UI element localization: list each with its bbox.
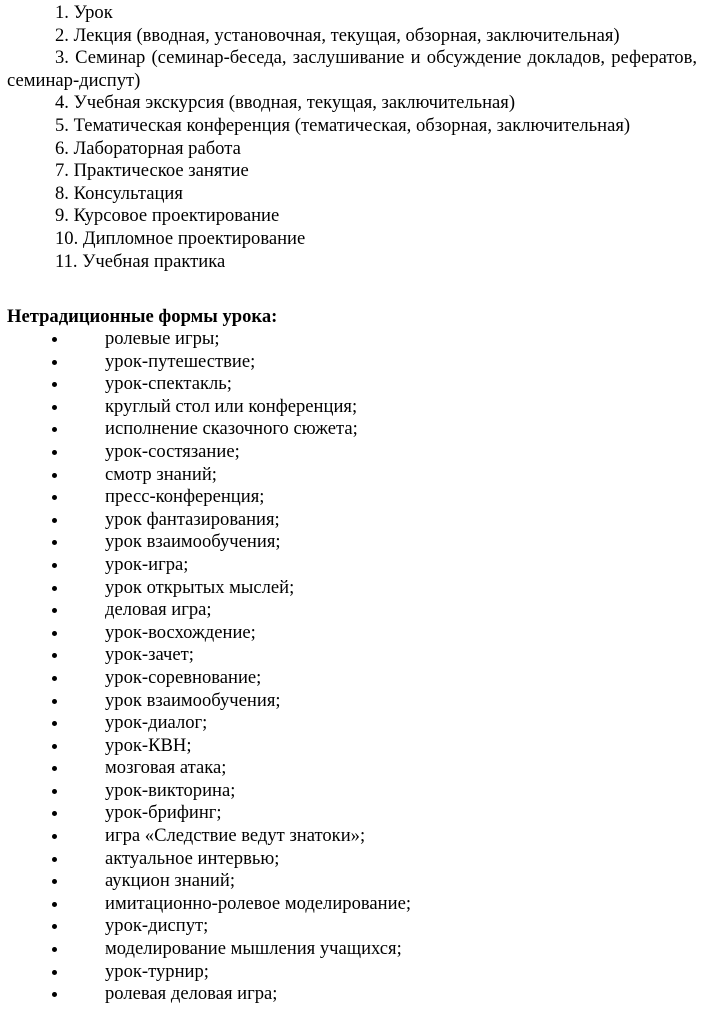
list-item: [0, 599, 704, 622]
list-item: [0, 644, 704, 667]
list-item-text: моделирование мышления учащихся;: [105, 938, 402, 960]
list-item-text: ролевая деловая игра;: [105, 983, 278, 1005]
list-item-text: пресс-конференция;: [105, 486, 265, 508]
bullet-icon: [52, 427, 57, 432]
list-item: [0, 870, 704, 893]
list-item-text: урок-состязание;: [105, 440, 240, 462]
list-item-text: урок взаимообучения;: [105, 531, 281, 553]
list-item: [0, 328, 704, 351]
bullet-icon: [52, 744, 57, 749]
list-item: [0, 938, 704, 961]
bullet-icon: [52, 337, 57, 342]
bullet-icon: [52, 879, 57, 884]
list-item: [0, 825, 704, 848]
list-item-text: урок-диалог;: [105, 712, 208, 734]
list-item: [0, 757, 704, 780]
list-item: [0, 509, 704, 532]
list-item: [0, 983, 704, 1006]
bullet-icon: [52, 473, 57, 478]
list-item-text: актуальное интервью;: [105, 847, 280, 869]
list-item-text: урок-соревнование;: [105, 666, 262, 688]
list-item: 8. Консультация: [55, 182, 183, 204]
list-item: [0, 373, 704, 396]
list-item: [0, 802, 704, 825]
bullet-icon: [52, 902, 57, 907]
bullet-icon: [52, 811, 57, 816]
bullet-icon: [52, 970, 57, 975]
list-item: [0, 712, 704, 735]
list-item-text: урок-викторина;: [105, 779, 236, 801]
list-item: [0, 486, 704, 509]
bullet-icon: [52, 631, 57, 636]
list-item: 11. Учебная практика: [55, 250, 226, 272]
bullet-icon: [52, 360, 57, 365]
list-item-text: ролевые игры;: [105, 328, 220, 349]
list-item-text: урок-путешествие;: [105, 350, 256, 372]
list-item: [0, 396, 704, 419]
list-item: 9. Курсовое проектирование: [55, 205, 280, 227]
list-item-text: урок-зачет;: [105, 644, 194, 666]
list-item: [0, 577, 704, 600]
list-item-text: исполнение сказочного сюжета;: [105, 418, 358, 440]
list-item-text: деловая игра;: [105, 599, 212, 621]
list-item-text: урок-игра;: [105, 553, 189, 575]
bullet-icon: [52, 721, 57, 726]
list-item-text: урок-диспут;: [105, 915, 209, 937]
bullet-icon: [52, 924, 57, 929]
bullet-icon: [52, 834, 57, 839]
list-item-text: игра «Следствие ведут знатоки»;: [105, 825, 366, 847]
section-heading: Нетрадиционные формы урока:: [7, 306, 278, 327]
list-item: [0, 848, 704, 871]
list-item: [0, 961, 704, 984]
bullet-icon: [52, 676, 57, 681]
bullet-icon: [52, 608, 57, 613]
list-item: 4. Учебная экскурсия (вводная, текущая, заключительная): [55, 92, 516, 114]
list-item: [0, 780, 704, 803]
bullet-icon: [52, 540, 57, 545]
bullet-icon: [52, 947, 57, 952]
list-item: 10. Дипломное проектирование: [55, 227, 306, 249]
list-item-text: урок открытых мыслей;: [105, 576, 295, 598]
list-item: [0, 690, 704, 713]
list-item: 3. Семинар (семинар-беседа, заслушивание и обсуждение докладов, рефератов, семинар-диспут): [7, 47, 697, 91]
list-item: [0, 531, 704, 554]
bullet-icon: [52, 586, 57, 591]
list-item: 1. Урок: [55, 2, 113, 23]
bullet-icon: [52, 766, 57, 771]
bullet-icon: [52, 563, 57, 568]
list-item-text: аукцион знаний;: [105, 870, 236, 892]
list-item-text: урок-турнир;: [105, 960, 209, 982]
bullet-icon: [52, 789, 57, 794]
bullet-icon: [52, 699, 57, 704]
list-item: [0, 464, 704, 487]
nontraditional-forms-list: [0, 328, 704, 1006]
list-item-text: урок-КВН;: [105, 734, 192, 756]
list-item-text: урок-брифинг;: [105, 802, 222, 824]
list-item: [0, 893, 704, 916]
bullet-icon: [52, 992, 57, 997]
list-item: 5. Тематическая конференция (тематическая, обзорная, заключительная): [55, 114, 631, 136]
bullet-icon: [52, 495, 57, 500]
lesson-forms-list: [7, 2, 697, 273]
list-item-text: смотр знаний;: [105, 463, 217, 485]
list-item: [0, 915, 704, 938]
list-item: [0, 351, 704, 374]
list-item: 6. Лабораторная работа: [55, 137, 241, 159]
list-item-text: урок-спектакль;: [105, 373, 232, 395]
list-item: [0, 622, 704, 645]
list-item: 2. Лекция (вводная, установочная, текущая, обзорная, заключительная): [55, 24, 620, 46]
list-item: [0, 418, 704, 441]
bullet-icon: [52, 382, 57, 387]
list-item-text: урок взаимообучения;: [105, 689, 281, 711]
list-item-text: круглый стол или конференция;: [105, 395, 358, 417]
bullet-icon: [52, 653, 57, 658]
list-item: [0, 735, 704, 758]
list-item: [0, 441, 704, 464]
list-item: [0, 667, 704, 690]
list-item: 7. Практическое занятие: [55, 160, 249, 182]
list-item-text: имитационно-ролевое моделирование;: [105, 892, 411, 914]
bullet-icon: [52, 405, 57, 410]
list-item: [0, 554, 704, 577]
list-item-text: урок-восхождение;: [105, 621, 256, 643]
bullet-icon: [52, 857, 57, 862]
list-item-text: урок фантазирования;: [105, 508, 280, 530]
list-item-text: мозговая атака;: [105, 757, 227, 779]
bullet-icon: [52, 450, 57, 455]
bullet-icon: [52, 518, 57, 523]
